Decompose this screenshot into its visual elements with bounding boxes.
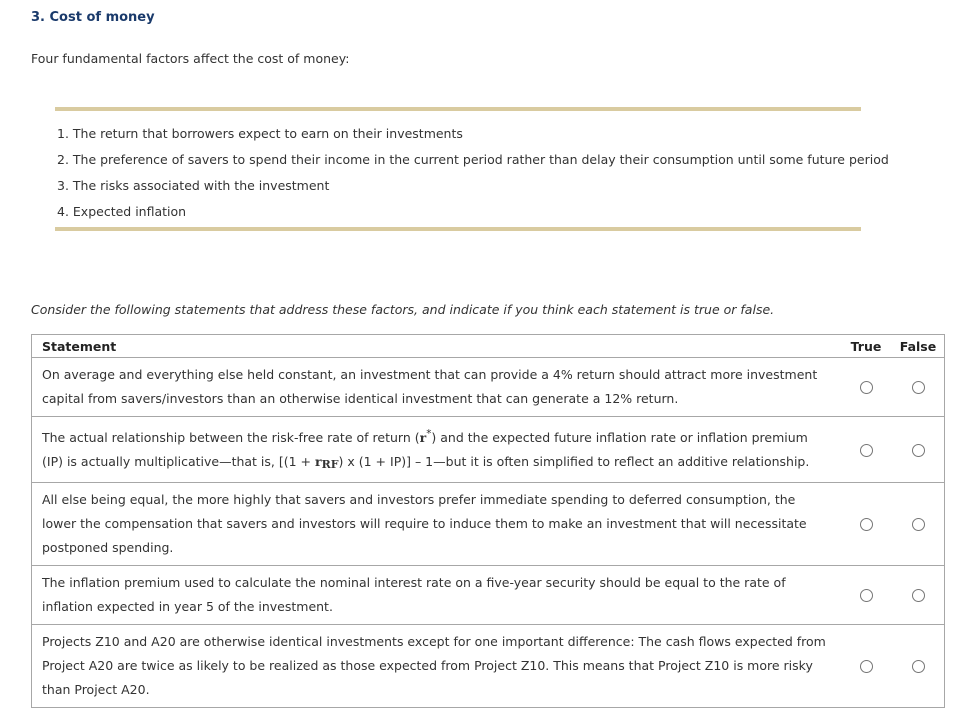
table-row xyxy=(32,358,945,417)
header-true: True xyxy=(840,335,892,358)
true-radio[interactable] xyxy=(860,589,873,602)
true-radio[interactable] xyxy=(860,518,873,531)
table-row xyxy=(32,417,945,483)
section-title: 3. Cost of money xyxy=(31,10,155,25)
factor-item: 1. The return that borrowers expect to earn on their investments xyxy=(57,126,463,141)
table-row xyxy=(32,483,945,566)
factor-box xyxy=(55,107,889,231)
false-radio[interactable] xyxy=(912,518,925,531)
statement-text: All else being equal, the more highly that savers and investors prefer immediate spending to deferred consumption, the lower the compensation that savers and investors will require to induce them to make an investment that will necessitate postponed spending. xyxy=(32,483,841,566)
false-radio[interactable] xyxy=(912,444,925,457)
false-radio[interactable] xyxy=(912,660,925,673)
factor-item: 4. Expected inflation xyxy=(57,204,187,219)
table-header-row xyxy=(32,335,945,358)
false-radio[interactable] xyxy=(912,589,925,602)
statement-text: The inflation premium used to calculate the nominal interest rate on a five-year security should be equal to the rate of inflation expected in year 5 of the investment. xyxy=(32,566,841,625)
true-radio[interactable] xyxy=(860,660,873,673)
table-row xyxy=(32,625,945,708)
statement-text: Projects Z10 and A20 are otherwise identical investments except for one important difference: The cash flows expected from Project A20 are twice as likely to be realized as those expected from Project Z10. This means that Project Z10 is more risky than Project A20. xyxy=(32,625,841,708)
table-row xyxy=(32,566,945,625)
false-radio[interactable] xyxy=(912,381,925,394)
statement-text: The actual relationship between the risk-free rate of return (r*) and the expected future inflation rate or inflation premium (IP) is actually multiplicative—that is, [$(1 + r_{RF})$ x (1 + IP)] – 1—but it is often simplified to reflect an additive relationship. xyxy=(32,417,841,483)
true-radio[interactable] xyxy=(860,444,873,457)
factor-item: 2. The preference of savers to spend their income in the current period rather than delay their consumption until some future period xyxy=(57,152,889,167)
statement-table xyxy=(31,334,945,708)
true-radio[interactable] xyxy=(860,381,873,394)
statement-text: On average and everything else held constant, an investment that can provide a 4% return should attract more investment capital from savers/investors than an otherwise identical investment that can generate a 12% return. xyxy=(32,358,841,417)
factor-item: 3. The risks associated with the investment xyxy=(57,178,330,193)
intro-text: Four fundamental factors affect the cost of money: xyxy=(31,51,350,66)
instruction-text: Consider the following statements that address these factors, and indicate if you think each statement is true or false. xyxy=(31,302,775,317)
factor-list xyxy=(57,121,889,225)
header-statement: Statement xyxy=(32,335,841,358)
header-false: False xyxy=(892,335,945,358)
